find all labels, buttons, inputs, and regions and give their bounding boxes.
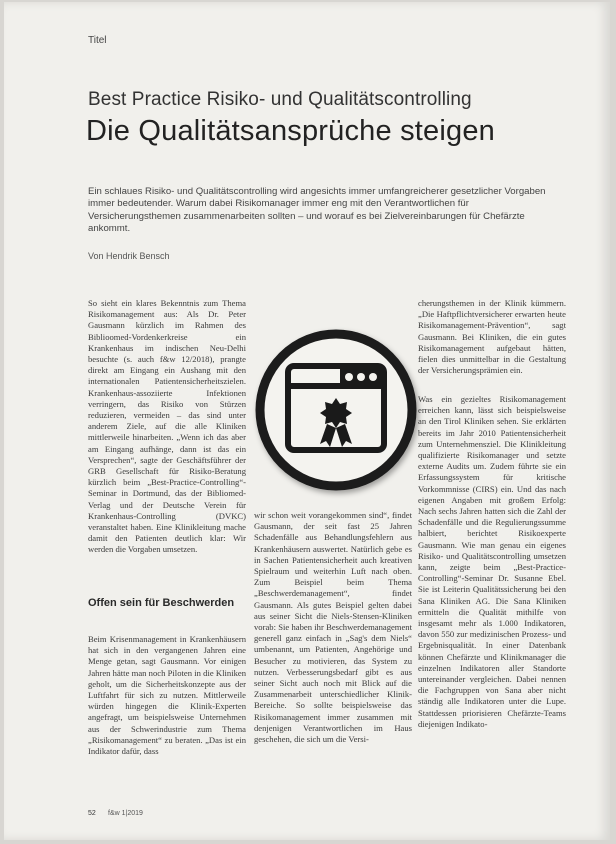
body-paragraph: Beim Krisenmanagement in Krankenhäusern hat sich in den vergangenen Jahren eine Menge getan, sagt Gausmann. Vor einigen Jahren hätte man noch Piloten in die Kliniken geholt, um die Sicherheitskonzepte aus der Luftfahrt für sich zu nutzen. Mittlerweile würden hingegen die Klinik-Experten angefragt, um beispielsweise Unternehmen aus der Schwerindustrie zum Thema „Risikomanagement“ zu beraten. „Das ist ein Indikator dafür, dass xyxy=(88,634,246,757)
certificate-window-icon-graphic xyxy=(246,320,426,500)
page-number: 52 xyxy=(88,810,96,817)
body-paragraph: wir schon weit vorangekommen sind“, findet Gausmann, der seit fast 25 Jahren Schadenfälle aus Behandlungsfehlern aus Krankenhäusern auswertet. Natürlich gebe es in Sachen Patientensicherheit auch kreativen Spielraum und weiterhin Luft nach oben. Zum Beispiel beim Thema „Beschwerdemanagement“, findet Gausmann. Als gutes Beispiel gelten dabei aus seiner Sicht die Niels-Stensen-Kliniken vorab: Sie haben ihr Beschwerdemanagement generell ganz einfach in „Sag's dem Niels“ umbenannt, um Patienten, Angehörige und Besucher zu motivieren, das System zu nutzen. Verbesserungsbedarf gibt es aus seiner Sicht auch noch mit Blick auf die Zusammenarbeit unterschiedlicher Klinik-Bereiche. So sollte beispielsweise das Risikomanagement immer zusammen mit denjenigen Verantwortlichen im Haus geschehen, die sich um die Versi- xyxy=(254,510,412,745)
section-subheading: Offen sein für Beschwerden xyxy=(88,597,235,609)
article-subtitle: Best Practice Risiko- und Qualitätscontrolling xyxy=(88,89,472,110)
section-label: Titel xyxy=(88,35,107,46)
body-column-2 xyxy=(254,510,412,806)
body-paragraph: Was ein gezieltes Risikomanagement erreichen kann, lässt sich beispielsweise an den Tirol Kliniken sehen. Sie erklärten bereits im Jahr 2010 Patientensicherheit zum Unternehmensziel. Die Klinikleitung qualifizierte Risikomanager und setzte externe Audits um. Zudem führte sie ein Erfassungssystem für kritische Vorkommnisse (CIRS) ein. Und das nach eigenen Angaben mit großem Erfolg: Nach sechs Jahren hatten sich die Zahl der Schadenfälle und die Regulierungssumme halbiert, berichtet Risikoexperte Gausmann. Wie man genau ein eigenes Risiko- und Qualitätscontrolling umsetzen kann, zeigte beim „Best-Practice-Controlling“-Seminar Dr. Susanne Ebel. Sie ist Leiterin Qualitätssicherung bei den Sana Kliniken AG. Die Sana Kliniken ermitteln die Qualität mithilfe von insgesamt mehr als 1.000 Indikatoren, davon 550 zur medizinischen Prozess- und Ergebnisqualität. In einer Datenbank können Chefärzte und Klinikmanager die einzelnen Indikatoren aller Standorte untereinander vergleichen. Dabei nennen die Fachgruppen von Sana aber nicht ständig alle Indikatoren unter die Lupe. Stattdessen priorisieren Chefärzte-Teams diejenigen Indikato- xyxy=(418,394,566,729)
body-column-3 xyxy=(418,394,566,806)
body-column-1 xyxy=(88,298,246,574)
body-paragraph: cherungsthemen in der Klinik kümmern. „Die Haftpflichtversicherer erwarten heute Risikomanagement-Prävention“, sagt Gausmann. Bei Kliniken, die ein gutes Risikomanagement aufgebaut hätten, fielen dies unmittelbar in die Gestaltung der Versicherungsprämien ein. xyxy=(418,298,566,376)
byline: Von Hendrik Bensch xyxy=(88,251,170,261)
body-paragraph: So sieht ein klares Bekenntnis zum Thema Risikomanagement aus: Als Dr. Peter Gausmann kürzlich im Rahmen des Biblioomed-Vordenkerkreise ein Krankenhaus im indischen Neu-Delhi besuchte (s. auch f&w 12/2018), prangte direkt am Eingang ein Aushang mit den internationalen Patientensicherheitszielen. Krankenhaus-assoziierte Infektionen verringern, das Risiko von Stürzen reduzieren, vermeiden – das sind unter anderem Ziele, auf die alle Kliniken mittlerweile hinarbeiten. „Wenn ich das aber am Eingang aufhänge, dann ist das ein Versprechen“, sagte der Geschäftsführer der GRB Gesellschaft für Risiko-Beratung kürzlich beim „Best-Practice-Controlling“-Seminar in Dortmund, das der Bibliomed-Verlag und der Deutsche Verein für Krankenhaus-Controlling (DVKC) veranstaltet haben. Eine Klinikleitung mache damit den Patienten deutlich klar: Wir werden die Vorgaben umsetzen. xyxy=(88,298,246,555)
certificate-window-icon xyxy=(246,320,426,500)
article-lead: Ein schlaues Risiko- und Qualitätscontrolling wird angesichts immer umfangreicherer gesetzlicher Vorgaben immer bedeutender. Warum dabei Risikomanager immer eng mit den Verantwortlichen für Versicherungsthemen zusammenarbeiten sollten – und worauf es bei Zielvereinbarungen für Chefärzte ankommt. xyxy=(88,186,546,235)
body-column-3-top xyxy=(418,298,566,390)
article-page xyxy=(4,2,610,840)
article-title: Die Qualitätsansprüche steigen xyxy=(86,115,496,147)
publication-name: f&w 1|2019 xyxy=(108,810,143,817)
body-column-1-continued xyxy=(88,634,246,806)
